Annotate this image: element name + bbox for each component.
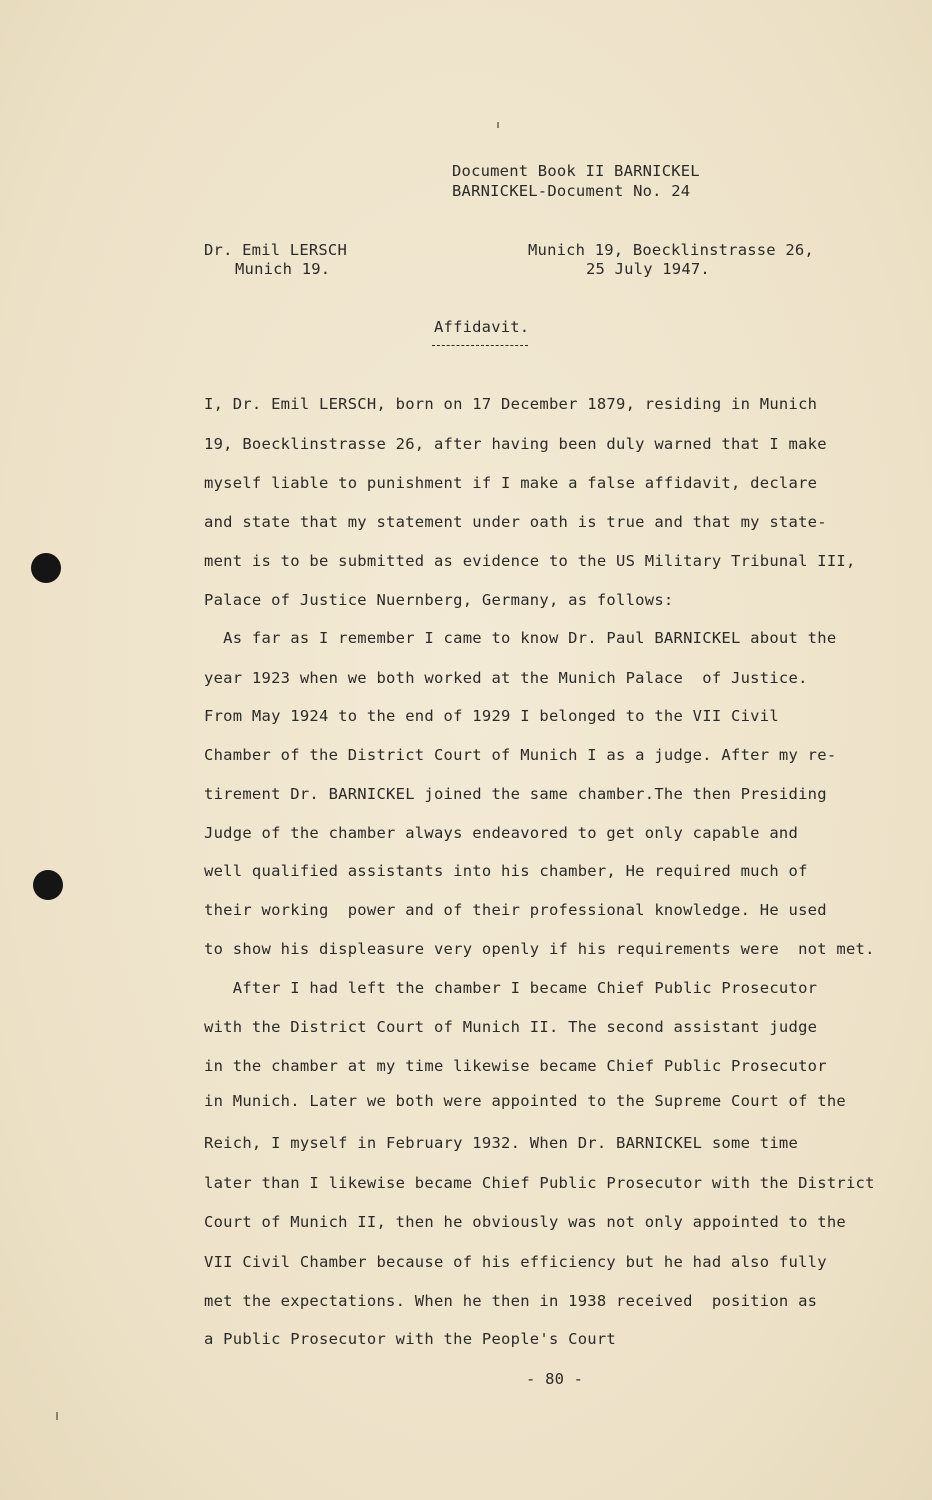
body-line: in the chamber at my time likewise became Chief Public Prosecutor bbox=[204, 1057, 827, 1075]
place-address: Munich 19, Boecklinstrasse 26, bbox=[528, 241, 814, 259]
body-line: ment is to be submitted as evidence to the US Military Tribunal III, bbox=[204, 552, 856, 570]
body-line: After I had left the chamber I became Chief Public Prosecutor bbox=[204, 979, 818, 997]
body-line: From May 1924 to the end of 1929 I belonged to the VII Civil bbox=[204, 707, 779, 725]
document-number-heading: BARNICKEL-Document No. 24 bbox=[452, 182, 691, 200]
body-line: a Public Prosecutor with the People's Court bbox=[204, 1330, 617, 1348]
body-line: and state that my statement under oath is true and that my state- bbox=[204, 513, 827, 531]
body-line: Judge of the chamber always endeavored to get only capable and bbox=[204, 824, 799, 842]
body-line: 19, Boecklinstrasse 26, after having been duly warned that I make bbox=[204, 435, 827, 453]
body-line: Reich, I myself in February 1932. When Dr. BARNICKEL some time bbox=[204, 1134, 799, 1152]
document-date: 25 July 1947. bbox=[586, 260, 710, 278]
body-line: year 1923 when we both worked at the Munich Palace of Justice. bbox=[204, 669, 808, 687]
body-line: well qualified assistants into his chamber, He required much of bbox=[204, 862, 808, 880]
body-line: in Munich. Later we both were appointed to the Supreme Court of the bbox=[204, 1092, 846, 1110]
title-underline bbox=[432, 345, 528, 346]
body-line: later than I likewise became Chief Public Prosecutor with the District bbox=[204, 1174, 875, 1192]
body-line: their working power and of their professional knowledge. He used bbox=[204, 901, 827, 919]
body-line: Court of Munich II, then he obviously was not only appointed to the bbox=[204, 1213, 846, 1231]
sender-name: Dr. Emil LERSCH bbox=[204, 241, 347, 259]
body-line: with the District Court of Munich II. The second assistant judge bbox=[204, 1018, 818, 1036]
body-line: I, Dr. Emil LERSCH, born on 17 December 1879, residing in Munich bbox=[204, 395, 818, 413]
punch-hole-top bbox=[31, 553, 61, 583]
body-line: VII Civil Chamber because of his efficiency but he had also fully bbox=[204, 1253, 827, 1271]
paper-speck bbox=[56, 1412, 58, 1420]
body-line: Palace of Justice Nuernberg, Germany, as follows: bbox=[204, 591, 674, 609]
body-line: Chamber of the District Court of Munich I as a judge. After my re- bbox=[204, 746, 837, 764]
paper-speck bbox=[497, 122, 499, 128]
body-line: to show his displeasure very openly if his requirements were not met. bbox=[204, 940, 875, 958]
affidavit-title: Affidavit. bbox=[434, 318, 530, 336]
sender-city: Munich 19. bbox=[235, 260, 331, 278]
body-line: As far as I remember I came to know Dr. Paul BARNICKEL about the bbox=[204, 629, 837, 647]
body-line: tirement Dr. BARNICKEL joined the same chamber.The then Presiding bbox=[204, 785, 827, 803]
body-line: met the expectations. When he then in 1938 received position as bbox=[204, 1292, 818, 1310]
body-line: myself liable to punishment if I make a false affidavit, declare bbox=[204, 474, 818, 492]
page-number: - 80 - bbox=[526, 1370, 584, 1388]
punch-hole-bottom bbox=[33, 870, 63, 900]
document-book-heading: Document Book II BARNICKEL bbox=[452, 162, 700, 180]
